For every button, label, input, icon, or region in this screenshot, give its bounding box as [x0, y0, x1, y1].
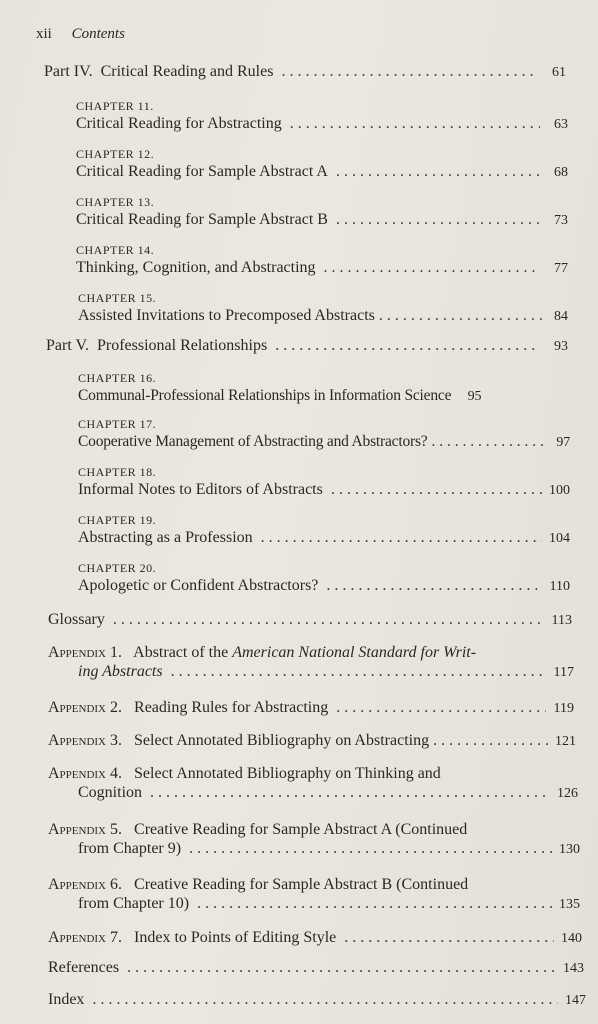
page-number: 135 [559, 897, 580, 912]
running-head-title: Contents [71, 26, 125, 42]
appendix-title-prefix: Abstract of the [133, 644, 233, 661]
dot-leader [290, 114, 540, 133]
part-label: Part V. [46, 337, 89, 354]
dot-leader [324, 258, 540, 277]
appendix-label: Appendix 3. [48, 732, 123, 749]
page-number: 119 [553, 701, 574, 716]
chapter-title: Abstracting as a Profession [78, 529, 253, 546]
chapter-title: Thinking, Cognition, and Abstracting [76, 259, 316, 276]
page-number: 130 [559, 842, 580, 857]
page-number: 110 [549, 579, 570, 594]
toc-chapter-15 [78, 290, 568, 326]
chapter-label: CHAPTER 18. [78, 465, 157, 479]
chapter-label: CHAPTER 12. [76, 147, 155, 161]
chapter-title: Cooperative Management of Abstracting and Abstractors? [78, 433, 428, 450]
appendix-title-italic: American National Standard for Writ- [232, 644, 477, 661]
appendix-title: Select Annotated Bibliography on Thinking and [134, 765, 441, 782]
page-number: 68 [554, 165, 568, 180]
page-number: 143 [563, 961, 584, 976]
chapter-title: Informal Notes to Editors of Abstracts [78, 481, 323, 498]
toc-chapter-16 [78, 370, 570, 406]
appendix-title: Creative Reading for Sample Abstract A (Continued [134, 821, 468, 838]
toc-appendix-5 [48, 820, 580, 859]
part-label: Part IV. [44, 63, 93, 80]
toc-chapter-13 [76, 194, 568, 230]
page-number: 95 [467, 389, 482, 404]
toc-appendix-1 [48, 643, 574, 682]
chapter-title: Assisted Invitations to Precomposed Abstracts [78, 307, 375, 324]
toc-part-v [46, 336, 568, 356]
dot-leader [433, 731, 550, 750]
page-number: 73 [554, 213, 568, 228]
section-title: References [48, 959, 120, 976]
page-number: 97 [556, 435, 570, 450]
appendix-title: Select Annotated Bibliography on Abstracting [134, 732, 430, 749]
chapter-title: Communal-Professional Relationships in Information Science [78, 387, 452, 404]
chapter-label: CHAPTER 11. [76, 99, 154, 113]
appendix-title: Creative Reading for Sample Abstract B (Continued [134, 876, 469, 893]
toc-chapter-20 [78, 560, 570, 596]
dot-leader [336, 698, 546, 717]
toc-appendix-3 [48, 731, 576, 751]
page-number: 126 [557, 786, 578, 801]
dot-leader [431, 432, 544, 451]
dot-leader [281, 62, 538, 81]
chapter-title: Critical Reading for Abstracting [76, 115, 282, 132]
dot-leader [261, 528, 542, 547]
appendix-title: Reading Rules for Abstracting [134, 699, 329, 716]
toc-appendix-4 [48, 764, 578, 803]
chapter-label: CHAPTER 20. [78, 561, 157, 575]
chapter-title: Critical Reading for Sample Abstract A [76, 163, 328, 180]
part-title: Professional Relationships [96, 337, 268, 354]
dot-leader [171, 662, 546, 681]
toc-part-iv [44, 62, 566, 82]
page-number: 147 [565, 993, 586, 1008]
chapter-label: CHAPTER 16. [78, 371, 157, 385]
page-number: 117 [553, 665, 574, 680]
dot-leader [336, 162, 540, 181]
section-title: Glossary [48, 611, 105, 628]
dot-leader [150, 783, 550, 802]
page-number: 121 [555, 734, 576, 749]
toc-appendix-2 [48, 698, 574, 718]
dot-leader [331, 480, 542, 499]
chapter-title: Apologetic or Confident Abstractors? [78, 577, 319, 594]
toc-appendix-7 [48, 928, 582, 948]
part-title: Critical Reading and Rules [100, 63, 274, 80]
page-number: 140 [561, 931, 582, 946]
chapter-title: Critical Reading for Sample Abstract B [76, 211, 328, 228]
toc-chapter-14 [76, 242, 568, 278]
appendix-label: Appendix 6. [48, 876, 123, 893]
dot-leader [127, 958, 556, 977]
page-number: 61 [552, 65, 566, 80]
dot-leader [326, 576, 542, 595]
toc-glossary [48, 610, 572, 630]
chapter-label: CHAPTER 13. [76, 195, 155, 209]
dot-leader [113, 610, 544, 629]
page-number: 100 [549, 483, 570, 498]
toc-chapter-17 [78, 416, 570, 452]
toc-chapter-11 [76, 98, 568, 134]
toc-chapter-12 [76, 146, 568, 182]
dot-leader [92, 990, 558, 1009]
appendix-label: Appendix 7. [48, 929, 123, 946]
appendix-label: Appendix 5. [48, 821, 123, 838]
page-number: 77 [554, 261, 568, 276]
chapter-label: CHAPTER 17. [78, 417, 157, 431]
dot-leader [336, 210, 540, 229]
dot-leader [189, 839, 552, 858]
toc-chapter-19 [78, 512, 570, 548]
appendix-title-continued: from Chapter 10) [78, 895, 190, 912]
page-number: 93 [554, 339, 568, 354]
chapter-label: CHAPTER 15. [78, 291, 157, 305]
appendix-title-continued: from Chapter 9) [78, 840, 182, 857]
section-title: Index [48, 991, 85, 1008]
appendix-label: Appendix 2. [48, 699, 123, 716]
appendix-title-italic-continued: ing Abstracts [78, 663, 163, 680]
page-number: 63 [554, 117, 568, 132]
appendix-label: Appendix 4. [48, 765, 123, 782]
toc-references [48, 958, 584, 978]
page-number: 84 [554, 309, 568, 324]
chapter-label: CHAPTER 14. [76, 243, 155, 257]
appendix-title-continued: Cognition [78, 784, 143, 801]
toc-appendix-6 [48, 875, 580, 914]
dot-leader [379, 306, 542, 325]
appendix-label: Appendix 1. [48, 644, 123, 661]
page-number: 104 [549, 531, 570, 546]
dot-leader [275, 336, 540, 355]
toc-index [48, 990, 586, 1010]
page-number: 113 [551, 613, 572, 628]
dot-leader [344, 928, 554, 947]
dot-leader [197, 894, 552, 913]
appendix-title: Index to Points of Editing Style [134, 929, 337, 946]
chapter-label: CHAPTER 19. [78, 513, 157, 527]
toc-chapter-18 [78, 464, 570, 500]
page-folio: xii [36, 26, 52, 42]
